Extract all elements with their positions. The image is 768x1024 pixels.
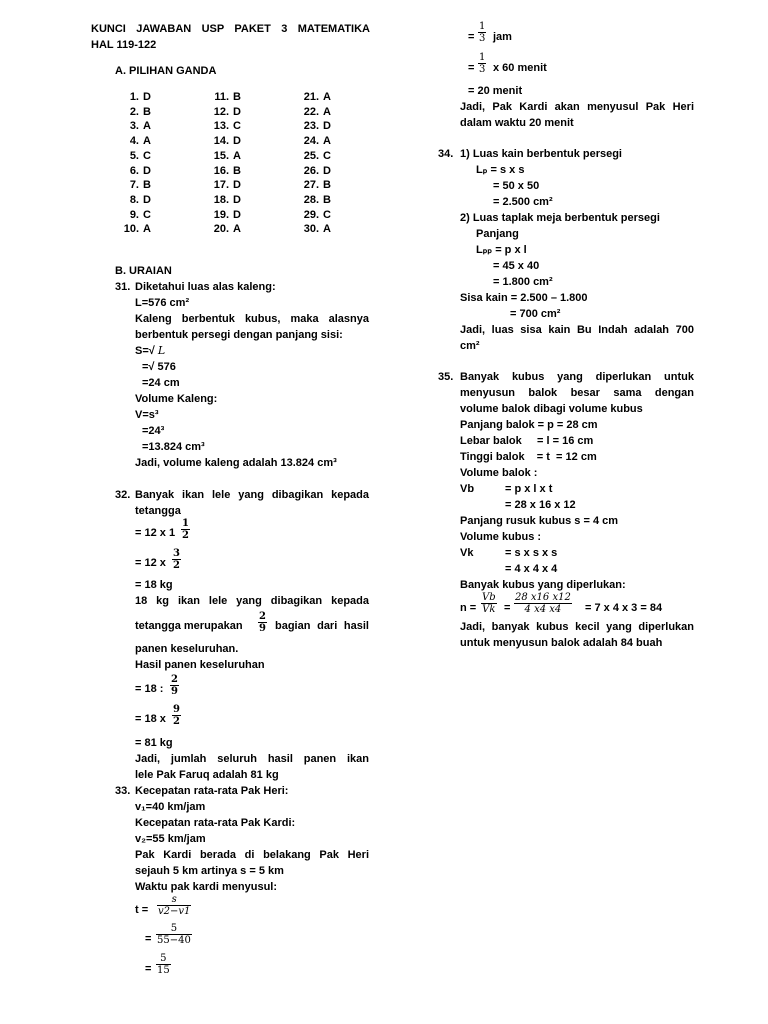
q33-number: 33. [115,785,131,797]
q32-line: lele Pak Faruq adalah 81 kg [135,769,279,781]
q33-expr: = [468,31,475,43]
q32-fraction [181,518,190,541]
answer-number: 5. [129,149,139,162]
answer-letter: C [143,149,151,162]
section-a-title: A. PILIHAN GANDA [115,65,217,77]
answer-letter: B [143,179,151,192]
q32-fraction [170,674,179,697]
answer-number: 1. [129,91,139,103]
q32-line: Banyak ikan lele yang dibagikan kepada [135,489,369,501]
answer-number: 28. [303,193,319,206]
answer-letter: D [143,164,151,177]
q33-expr: x 60 menit [493,62,547,74]
answer-number: 18. [213,193,229,206]
answer-letter: A [143,120,151,133]
fraction-denominator: v2−v1 [158,906,191,917]
answer-number: 27. [303,179,319,192]
q33-expr: t = [135,904,149,916]
q31-line: berbentuk persegi dengan panjang sisi: [135,329,343,341]
answer-number: 12. [213,105,229,118]
q33-fraction [157,894,191,917]
answer-number: 26. [303,164,319,177]
answer-letter: D [233,179,241,192]
answer-letter: A [143,223,151,236]
fraction-denominator: Vk [482,604,496,615]
fraction-denominator: 3 [479,64,486,75]
answer-number: 13. [213,120,229,133]
fraction-denominator: 15 [157,965,170,976]
q34-line: Sisa kain = 2.500 – 1.800 [460,292,588,304]
answer-letter: D [323,164,331,177]
q33-fraction [156,953,171,976]
answer-letter: A [143,135,151,148]
fraction-denominator: 2 [173,716,180,727]
q32-line: panen keseluruhan. [135,643,239,655]
answer-letter: B [323,193,331,206]
fraction-numerator: 1 [479,52,486,63]
answer-number: 15. [213,149,229,162]
q35-conclusion: Jadi, banyak kubus kecil yang diperlukan [460,621,694,633]
q35-line: = p x l x t [505,483,553,495]
q35-fraction [514,592,572,615]
answer-letter: A [323,223,331,236]
q35-line: Vb [460,483,475,495]
q31-line: V=s³ [135,409,159,421]
q33-line: sejauh 5 km artinya s = 5 km [135,865,284,877]
q35-line: Lebar balok = l = 16 cm [460,435,594,447]
answer-number: 23. [303,120,319,133]
answer-letter: A [323,135,331,148]
answer-letter: D [323,120,331,133]
q35-line: Vk [460,547,474,559]
q31-line: =24 cm [142,377,180,389]
q35-expr: = [504,602,511,614]
fraction-denominator: 55−40 [157,935,191,946]
q31-line [135,344,165,358]
answer-letter: B [233,91,241,103]
q32-fraction [172,548,181,571]
fraction-numerator: 2 [171,674,178,685]
q32-line: tetangga [135,505,181,517]
answer-letter: C [233,120,241,133]
q34-line: Panjang [476,228,519,240]
q31-line: Volume Kaleng: [135,393,218,405]
fraction-numerator: 3 [173,548,180,559]
fraction-numerator: 9 [173,704,180,715]
q35-expr: = 7 x 4 x 3 = 84 [585,602,663,614]
q33-line: v₁=40 km/jam [135,801,206,813]
answer-number: 20. [213,223,229,236]
q35-line: Tinggi balok = t = 12 cm [460,451,597,463]
q31-number: 31. [115,281,131,293]
answer-letter: D [233,135,241,148]
q32-expr: = 12 x 1 [135,527,176,539]
q33-conclusion: dalam waktu 20 menit [460,117,574,129]
answer-number: 6. [129,164,139,177]
answer-letter: C [143,208,151,221]
fraction-numerator: 1 [182,518,189,529]
q34-number: 34. [438,148,454,160]
section-b-title: B. URAIAN [115,265,172,277]
q35-line: menyusun balok besar sama dengan [460,387,694,399]
q35-line: Panjang rusuk kubus s = 4 cm [460,515,619,527]
q33-expr: = [468,62,475,74]
q33-conclusion: Jadi, Pak Kardi akan menyusul Pak Heri [460,101,694,113]
q34-line: 1) Luas kain berbentuk persegi [460,148,622,160]
q32-expr: = 12 x [135,557,166,569]
fraction-denominator: 2 [182,530,189,541]
fraction-numerator: 28 x16 x12 [515,592,571,603]
q34-line: Lₚₚ = p x l [476,244,527,256]
q35-number: 35. [438,371,454,383]
answer-letter: D [143,193,151,206]
q34-line: = 1.800 cm² [493,276,553,288]
q33-fraction [478,52,486,75]
fraction-numerator: 5 [156,953,171,965]
answer-letter: D [233,105,241,118]
q32-fraction [172,704,181,727]
q34-line: Lₚ = s x s [476,164,525,176]
q31-sqrt-text: S=√ [135,345,158,357]
q32-line: 18 kg ikan lele yang dibagikan kepada [135,595,369,607]
answer-number: 8. [129,193,139,206]
q33-expr: = [145,963,152,975]
header-title-line1: KUNCI JAWABAN USP PAKET 3 MATEMATIKA [91,23,370,35]
fraction-denominator: 3 [479,33,486,44]
answer-number: 9. [129,208,139,221]
fraction-denominator: 9 [259,623,266,634]
q35-fraction [481,592,497,615]
answer-letter: D [233,208,241,221]
q34-line: = 700 cm² [510,308,561,320]
q33-expr: jam [493,31,512,43]
q33-expr: = [145,933,152,945]
answer-number: 30. [303,223,319,236]
q34-line: = 45 x 40 [493,260,540,272]
answer-letter: A [233,223,241,236]
q31-line: =24³ [142,425,165,437]
q33-fraction [156,923,192,946]
answer-number: 3. [129,120,139,133]
answer-number: 16. [213,164,229,177]
q32-line: bagian dari hasil [275,620,369,632]
q31-line: Kaleng berbentuk kubus, maka alasnya [135,313,369,325]
answer-number: 25. [303,149,319,162]
q35-line: Volume kubus : [460,531,542,543]
answer-number: 19. [213,208,229,221]
q33-fraction [478,21,486,44]
q35-line: = s x s x s [505,547,558,559]
q34-line: = 50 x 50 [493,180,540,192]
q35-conclusion: untuk menyusun balok adalah 84 buah [460,637,663,649]
answer-number: 14. [213,135,229,148]
q33-line: Waktu pak kardi menyusul: [135,881,278,893]
answer-number: 2. [129,105,139,118]
fraction-denominator: 2 [173,560,180,571]
q35-line: Banyak kubus yang diperlukan: [460,579,626,591]
answer-letter: C [323,149,331,162]
q31-line: =13.824 cm³ [142,441,205,453]
q31-line: Diketahui luas alas kaleng: [135,281,276,293]
fraction-denominator: 4 x4 x4 [524,604,562,615]
answer-letter: B [323,179,331,192]
answer-number: 21. [303,91,319,103]
answer-number: 24. [303,135,319,148]
fraction-numerator: Vb [482,592,496,603]
answer-number: 17. [213,179,229,192]
q32-expr: = 18 kg [135,579,173,591]
answer-letter: C [323,208,331,221]
fraction-numerator: 2 [259,611,266,622]
answer-letter: B [233,164,241,177]
q34-line: 2) Luas taplak meja berbentuk persegi [460,212,660,224]
answer-number: 4. [129,135,139,148]
answer-number: 10. [123,223,139,236]
answer-letter: A [323,91,331,103]
answer-number: 22. [303,105,319,118]
q34-line: = 2.500 cm² [493,196,553,208]
q31-var-l: L [157,344,166,357]
q34-conclusion: cm² [460,340,480,352]
header-title-line2: HAL 119-122 [91,39,157,51]
q32-expr: = 18 : [135,683,164,695]
q33-expr: = 20 menit [468,85,523,97]
q31-line: Jadi, volume kaleng adalah 13.824 cm³ [135,457,337,469]
q32-line: tetangga merupakan [135,620,243,632]
fraction-numerator: 5 [156,923,192,935]
q32-number: 32. [115,489,131,501]
answer-letter: D [143,91,151,103]
q32-line: Jadi, jumlah seluruh hasil panen ikan [135,753,369,765]
answer-letter: A [233,149,241,162]
q31-line: L=576 cm² [135,297,190,309]
q35-line: = 4 x 4 x 4 [505,563,558,575]
answer-letter: D [233,193,241,206]
q32-expr: = 18 x [135,713,166,725]
q35-line: Panjang balok = p = 28 cm [460,419,598,431]
q34-conclusion: Jadi, luas sisa kain Bu Indah adalah 700 [460,324,694,336]
q35-line: Banyak kubus yang diperlukan untuk [460,371,694,383]
answer-number: 7. [129,179,139,192]
answer-letter: A [323,105,331,118]
q33-line: v₂=55 km/jam [135,833,206,845]
q33-line: Kecepatan rata-rata Pak Kardi: [135,817,296,829]
q32-expr: = 81 kg [135,737,173,749]
fraction-denominator: 9 [171,686,178,697]
q35-line: Volume balok : [460,467,538,479]
q31-line: =√ 576 [142,361,176,373]
answer-number: 29. [303,208,319,221]
q35-expr: n = [460,602,477,614]
q35-line: = 28 x 16 x 12 [505,499,576,511]
q32-line: Hasil panen keseluruhan [135,659,265,671]
fraction-numerator: s [157,894,191,906]
q33-line: Kecepatan rata-rata Pak Heri: [135,785,289,797]
fraction-numerator: 1 [479,21,486,32]
q32-fraction [258,611,267,634]
answer-number: 11. [214,91,229,103]
q35-line: volume balok dibagi volume kubus [460,403,643,415]
q33-line: Pak Kardi berada di belakang Pak Heri [135,849,369,861]
answer-letter: B [143,105,151,118]
